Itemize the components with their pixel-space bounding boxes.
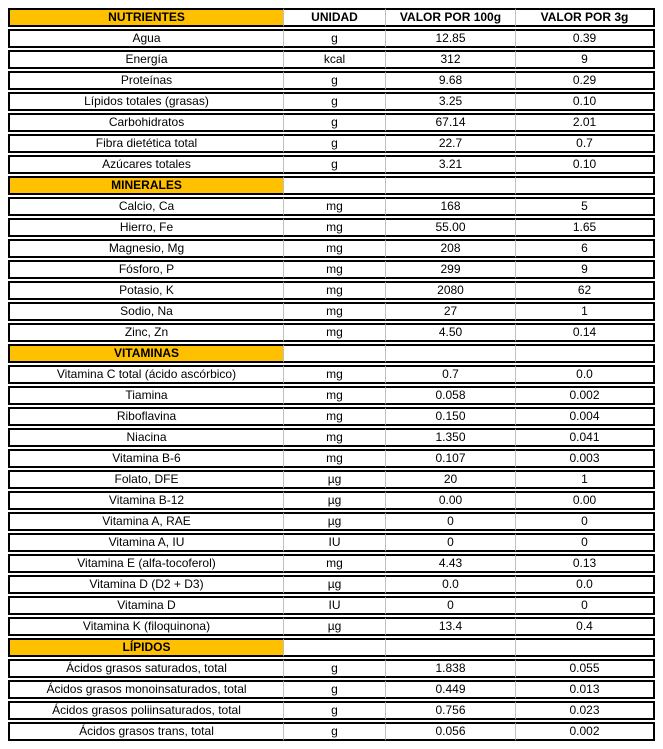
nutrient-name-cell: Sodio, Na bbox=[8, 302, 283, 321]
value-per-100g-cell: 2080 bbox=[385, 281, 515, 300]
value-per-3g-cell: 0.002 bbox=[515, 386, 655, 405]
unit-cell: kcal bbox=[283, 50, 385, 69]
nutrient-name-cell: Niacina bbox=[8, 428, 283, 447]
value-per-100g-cell: 208 bbox=[385, 239, 515, 258]
value-per-3g-cell: 0.7 bbox=[515, 134, 655, 153]
table-row bbox=[8, 470, 655, 489]
value-per-100g-cell: 299 bbox=[385, 260, 515, 279]
nutrient-name-cell: Energía bbox=[8, 50, 283, 69]
unit-cell: g bbox=[283, 155, 385, 174]
nutrient-name-cell: Vitamina B-6 bbox=[8, 449, 283, 468]
table-row bbox=[8, 491, 655, 510]
empty-cell bbox=[283, 176, 385, 195]
unit-cell: g bbox=[283, 71, 385, 90]
table-body bbox=[8, 29, 655, 741]
table-row bbox=[8, 134, 655, 153]
value-per-100g-cell: 0.7 bbox=[385, 365, 515, 384]
value-per-100g-cell: 20 bbox=[385, 470, 515, 489]
value-per-3g-cell: 9 bbox=[515, 50, 655, 69]
nutrient-name-cell: Vitamina B-12 bbox=[8, 491, 283, 510]
table-row bbox=[8, 428, 655, 447]
value-per-3g-cell: 0.00 bbox=[515, 491, 655, 510]
column-header-valor-3g: VALOR POR 3g bbox=[515, 8, 655, 27]
column-header-valor-100g: VALOR POR 100g bbox=[385, 8, 515, 27]
empty-cell bbox=[385, 638, 515, 657]
value-per-3g-cell: 6 bbox=[515, 239, 655, 258]
table-row bbox=[8, 365, 655, 384]
nutrient-name-cell: Ácidos grasos poliinsaturados, total bbox=[8, 701, 283, 720]
nutrient-name-cell: Proteínas bbox=[8, 71, 283, 90]
table-row bbox=[8, 722, 655, 741]
table-row bbox=[8, 113, 655, 132]
column-header-unidad: UNIDAD bbox=[283, 8, 385, 27]
table-row bbox=[8, 701, 655, 720]
header-row bbox=[8, 8, 655, 27]
value-per-3g-cell: 0.10 bbox=[515, 92, 655, 111]
section-title: VITAMINAS bbox=[8, 344, 283, 363]
value-per-3g-cell: 0.4 bbox=[515, 617, 655, 636]
value-per-100g-cell: 12.85 bbox=[385, 29, 515, 48]
value-per-3g-cell: 0.004 bbox=[515, 407, 655, 426]
unit-cell: g bbox=[283, 722, 385, 741]
unit-cell: mg bbox=[283, 260, 385, 279]
value-per-100g-cell: 13.4 bbox=[385, 617, 515, 636]
nutrient-name-cell: Riboflavina bbox=[8, 407, 283, 426]
table-row bbox=[8, 92, 655, 111]
value-per-3g-cell: 0.023 bbox=[515, 701, 655, 720]
table-row bbox=[8, 197, 655, 216]
value-per-100g-cell: 55.00 bbox=[385, 218, 515, 237]
value-per-100g-cell: 0.058 bbox=[385, 386, 515, 405]
nutrient-name-cell: Fibra dietética total bbox=[8, 134, 283, 153]
value-per-100g-cell: 3.25 bbox=[385, 92, 515, 111]
table-row bbox=[8, 155, 655, 174]
value-per-100g-cell: 67.14 bbox=[385, 113, 515, 132]
empty-cell bbox=[283, 638, 385, 657]
nutrient-name-cell: Ácidos grasos saturados, total bbox=[8, 659, 283, 678]
table-row bbox=[8, 680, 655, 699]
value-per-100g-cell: 0 bbox=[385, 533, 515, 552]
nutrient-name-cell: Carbohidratos bbox=[8, 113, 283, 132]
value-per-3g-cell: 1 bbox=[515, 302, 655, 321]
section-header-row bbox=[8, 638, 655, 657]
value-per-3g-cell: 0.14 bbox=[515, 323, 655, 342]
unit-cell: g bbox=[283, 113, 385, 132]
unit-cell: mg bbox=[283, 218, 385, 237]
nutrient-name-cell: Hierro, Fe bbox=[8, 218, 283, 237]
section-header-row bbox=[8, 176, 655, 195]
value-per-3g-cell: 0.0 bbox=[515, 575, 655, 594]
nutrient-name-cell: Ácidos grasos monoinsaturados, total bbox=[8, 680, 283, 699]
unit-cell: mg bbox=[283, 428, 385, 447]
value-per-3g-cell: 1.65 bbox=[515, 218, 655, 237]
unit-cell: g bbox=[283, 701, 385, 720]
nutrient-name-cell: Vitamina K (filoquinona) bbox=[8, 617, 283, 636]
nutrient-name-cell: Potasio, K bbox=[8, 281, 283, 300]
value-per-3g-cell: 0 bbox=[515, 596, 655, 615]
value-per-3g-cell: 5 bbox=[515, 197, 655, 216]
table-row bbox=[8, 512, 655, 531]
value-per-3g-cell: 0.0 bbox=[515, 365, 655, 384]
unit-cell: IU bbox=[283, 596, 385, 615]
value-per-100g-cell: 22.7 bbox=[385, 134, 515, 153]
table-row bbox=[8, 533, 655, 552]
unit-cell: µg bbox=[283, 617, 385, 636]
value-per-100g-cell: 0.0 bbox=[385, 575, 515, 594]
unit-cell: mg bbox=[283, 239, 385, 258]
unit-cell: mg bbox=[283, 386, 385, 405]
value-per-100g-cell: 0.756 bbox=[385, 701, 515, 720]
empty-cell bbox=[515, 176, 655, 195]
table-row bbox=[8, 71, 655, 90]
unit-cell: mg bbox=[283, 407, 385, 426]
nutrient-name-cell: Tiamina bbox=[8, 386, 283, 405]
nutrient-name-cell: Zinc, Zn bbox=[8, 323, 283, 342]
value-per-3g-cell: 0.39 bbox=[515, 29, 655, 48]
value-per-3g-cell: 0.013 bbox=[515, 680, 655, 699]
value-per-100g-cell: 0 bbox=[385, 512, 515, 531]
nutrient-name-cell: Ácidos grasos trans, total bbox=[8, 722, 283, 741]
section-header-row bbox=[8, 344, 655, 363]
nutrition-table bbox=[8, 6, 655, 743]
nutrient-name-cell: Vitamina A, IU bbox=[8, 533, 283, 552]
value-per-3g-cell: 0.055 bbox=[515, 659, 655, 678]
value-per-3g-cell: 0.003 bbox=[515, 449, 655, 468]
unit-cell: IU bbox=[283, 533, 385, 552]
unit-cell: g bbox=[283, 92, 385, 111]
table-header bbox=[8, 8, 655, 27]
unit-cell: µg bbox=[283, 512, 385, 531]
table-row bbox=[8, 596, 655, 615]
value-per-100g-cell: 0 bbox=[385, 596, 515, 615]
value-per-3g-cell: 0.10 bbox=[515, 155, 655, 174]
value-per-3g-cell: 62 bbox=[515, 281, 655, 300]
unit-cell: mg bbox=[283, 197, 385, 216]
nutrient-name-cell: Vitamina E (alfa-tocoferol) bbox=[8, 554, 283, 573]
table-row bbox=[8, 239, 655, 258]
value-per-3g-cell: 0.13 bbox=[515, 554, 655, 573]
value-per-3g-cell: 0 bbox=[515, 512, 655, 531]
table-row bbox=[8, 260, 655, 279]
nutrient-name-cell: Vitamina D bbox=[8, 596, 283, 615]
empty-cell bbox=[283, 344, 385, 363]
value-per-100g-cell: 9.68 bbox=[385, 71, 515, 90]
table-row bbox=[8, 554, 655, 573]
section-title: MINERALES bbox=[8, 176, 283, 195]
value-per-100g-cell: 4.50 bbox=[385, 323, 515, 342]
value-per-3g-cell: 0.041 bbox=[515, 428, 655, 447]
table-row bbox=[8, 407, 655, 426]
value-per-3g-cell: 0.002 bbox=[515, 722, 655, 741]
value-per-100g-cell: 0.00 bbox=[385, 491, 515, 510]
nutrient-name-cell: Vitamina A, RAE bbox=[8, 512, 283, 531]
unit-cell: mg bbox=[283, 365, 385, 384]
section-title: LÍPIDOS bbox=[8, 638, 283, 657]
empty-cell bbox=[385, 176, 515, 195]
table-row bbox=[8, 302, 655, 321]
table-row bbox=[8, 281, 655, 300]
table-row bbox=[8, 449, 655, 468]
unit-cell: mg bbox=[283, 449, 385, 468]
value-per-3g-cell: 0.29 bbox=[515, 71, 655, 90]
nutrient-name-cell: Vitamina C total (ácido ascórbico) bbox=[8, 365, 283, 384]
nutrient-name-cell: Calcio, Ca bbox=[8, 197, 283, 216]
value-per-100g-cell: 312 bbox=[385, 50, 515, 69]
unit-cell: g bbox=[283, 29, 385, 48]
empty-cell bbox=[515, 344, 655, 363]
unit-cell: µg bbox=[283, 575, 385, 594]
unit-cell: µg bbox=[283, 470, 385, 489]
unit-cell: µg bbox=[283, 491, 385, 510]
unit-cell: g bbox=[283, 134, 385, 153]
value-per-100g-cell: 27 bbox=[385, 302, 515, 321]
value-per-100g-cell: 0.056 bbox=[385, 722, 515, 741]
value-per-100g-cell: 0.107 bbox=[385, 449, 515, 468]
nutrient-name-cell: Azúcares totales bbox=[8, 155, 283, 174]
nutrient-name-cell: Vitamina D (D2 + D3) bbox=[8, 575, 283, 594]
value-per-100g-cell: 0.449 bbox=[385, 680, 515, 699]
value-per-3g-cell: 2.01 bbox=[515, 113, 655, 132]
nutrient-name-cell: Folato, DFE bbox=[8, 470, 283, 489]
table-row bbox=[8, 659, 655, 678]
nutrient-name-cell: Lípidos totales (grasas) bbox=[8, 92, 283, 111]
value-per-3g-cell: 0 bbox=[515, 533, 655, 552]
value-per-100g-cell: 0.150 bbox=[385, 407, 515, 426]
empty-cell bbox=[515, 638, 655, 657]
table-row bbox=[8, 218, 655, 237]
value-per-100g-cell: 1.838 bbox=[385, 659, 515, 678]
table-row bbox=[8, 575, 655, 594]
value-per-3g-cell: 9 bbox=[515, 260, 655, 279]
unit-cell: g bbox=[283, 659, 385, 678]
table-row bbox=[8, 323, 655, 342]
unit-cell: mg bbox=[283, 302, 385, 321]
unit-cell: mg bbox=[283, 323, 385, 342]
value-per-100g-cell: 3.21 bbox=[385, 155, 515, 174]
column-header-nutrientes: NUTRIENTES bbox=[8, 8, 283, 27]
value-per-100g-cell: 4.43 bbox=[385, 554, 515, 573]
table-row bbox=[8, 29, 655, 48]
table-row bbox=[8, 386, 655, 405]
nutrient-name-cell: Fósforo, P bbox=[8, 260, 283, 279]
nutrient-name-cell: Magnesio, Mg bbox=[8, 239, 283, 258]
nutrient-name-cell: Agua bbox=[8, 29, 283, 48]
value-per-100g-cell: 168 bbox=[385, 197, 515, 216]
empty-cell bbox=[385, 344, 515, 363]
unit-cell: mg bbox=[283, 554, 385, 573]
unit-cell: mg bbox=[283, 281, 385, 300]
table-row bbox=[8, 617, 655, 636]
unit-cell: g bbox=[283, 680, 385, 699]
table-row bbox=[8, 50, 655, 69]
value-per-3g-cell: 1 bbox=[515, 470, 655, 489]
value-per-100g-cell: 1.350 bbox=[385, 428, 515, 447]
